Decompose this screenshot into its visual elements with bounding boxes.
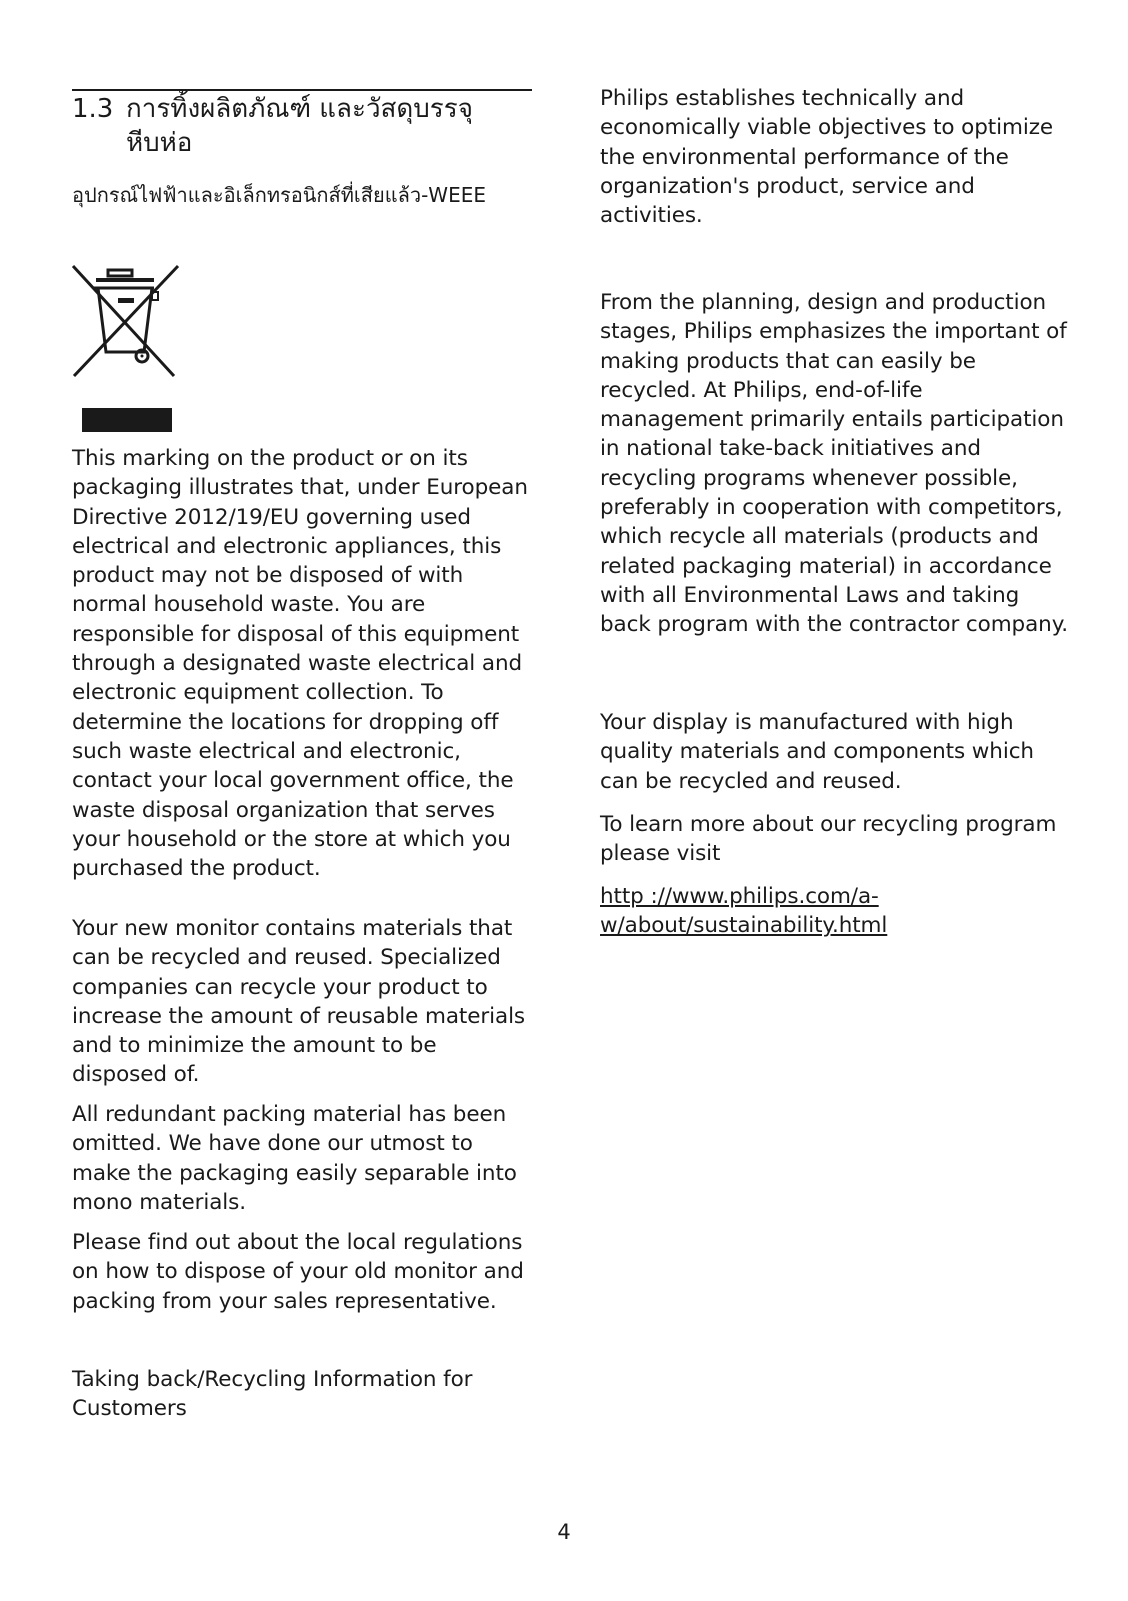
recycling-emphasis-paragraph: From the planning, design and production stages, Philips emphasizes the important of making products that can easily be recycled. At Philips, end-of-life management primarily entails participation in national take-back initiatives and recycling programs whenever possible, preferably in cooperation with competitors, which recycle all materials (products and related packaging material) in accordance with all Environmental Laws and taking back program with the contractor company.	[600, 290, 1068, 638]
philips-objectives-paragraph: Philips establishes technically and economically viable objectives to optimize the environmental performance of the organization's product, service and activities.	[600, 86, 1054, 229]
recyclable-materials-paragraph: Your new monitor contains materials that can be recycled and reused. Specialized companies can recycle your product to increase the amount of reusable materials and to minimize the amount to be disposed of.	[72, 916, 526, 1088]
section-number: 1.3	[72, 94, 114, 124]
weee-paragraph: This marking on the product or on its packaging illustrates that, under European Directive 2012/19/EU governing used electrical and electronic appliances, this product may not be disposed of with normal household waste. You are responsible for disposal of this equipment through a designated waste electrical and electronic equipment collection. To determine the locations for dropping off such waste electrical and electronic, contact your local government office, the waste disposal organization that serves your household or the store at which you purchased the product.	[72, 446, 528, 882]
sustainability-link[interactable]: http ://www.philips.com/a-w/about/sustainability.html	[600, 884, 888, 939]
section-heading	[72, 92, 532, 160]
weee-subheading: อุปกรณ์ไฟฟ้าและอิเล็กทรอนิกส์ที่เสียแล้ว-WEEE	[72, 183, 486, 207]
heading-rule	[72, 89, 532, 91]
display-materials-paragraph: Your display is manufactured with high quality materials and components which can be recycled and reused.	[600, 710, 1034, 794]
section-title-line2: หีบห่อ	[126, 128, 193, 158]
packing-material-paragraph: All redundant packing material has been omitted. We have done our utmost to make the packaging easily separable into mono materials.	[72, 1102, 517, 1215]
page-number: 4	[557, 1520, 571, 1544]
sustainability-link-paragraph	[600, 882, 1030, 941]
take-back-heading: Taking back/Recycling Information for Customers	[72, 1367, 473, 1422]
learn-more-paragraph: To learn more about our recycling program please visit	[600, 812, 1057, 867]
crossed-out-wheelie-bin-icon	[70, 264, 182, 384]
weee-marking-bar	[82, 408, 172, 432]
local-regulations-paragraph: Please find out about the local regulations on how to dispose of your old monitor and packing from your sales representative.	[72, 1230, 524, 1314]
section-title-line1: การทิ้งผลิตภัณฑ์ และวัสดุบรรจุ	[126, 94, 473, 124]
